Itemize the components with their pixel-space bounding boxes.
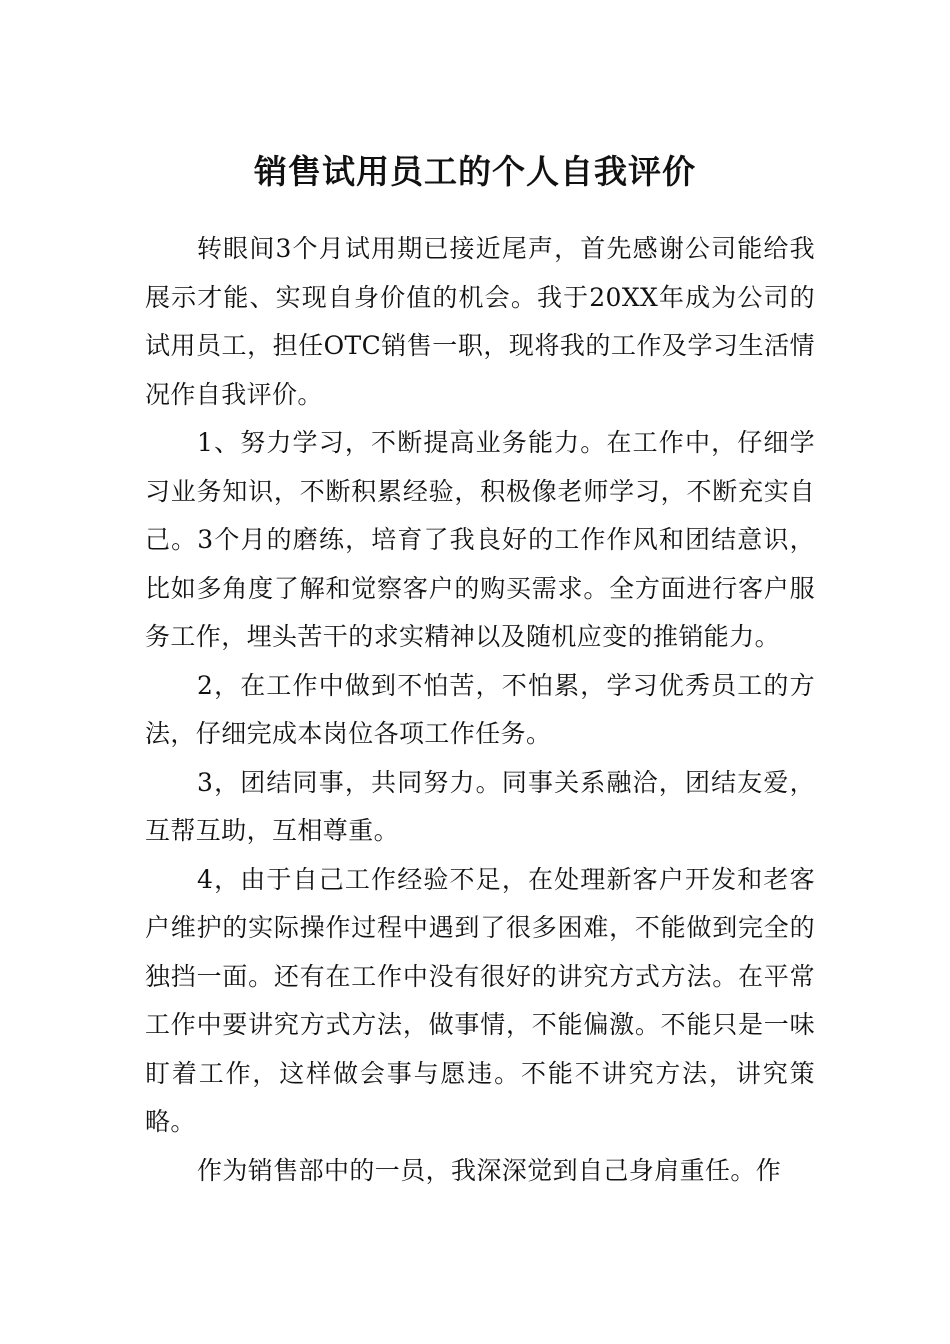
paragraph-intro: 转眼间3个月试用期已接近尾声，首先感谢公司能给我展示才能、实现自身价值的机会。我于20XX年成为公司的试用员工，担任OTC销售一职，现将我的工作及学习生活情况作自我评价。 — [145, 234, 815, 409]
document-body — [145, 225, 815, 1195]
paragraph-point-2: 2，在工作中做到不怕苦，不怕累，学习优秀员工的方法，仔细完成本岗位各项工作任务。 — [145, 670, 815, 748]
paragraph-closing: 作为销售部中的一员，我深深觉到自己身肩重任。作 — [197, 1155, 782, 1185]
document-title: 销售试用员工的个人自我评价 — [254, 152, 696, 192]
paragraph-point-3: 3，团结同事，共同努力。同事关系融洽，团结友爱，互帮互助，互相尊重。 — [145, 767, 815, 845]
paragraph-point-1: 1、努力学习，不断提高业务能力。在工作中，仔细学习业务知识，不断积累经验，积极像老师学习，不断充实自己。3个月的磨练，培育了我良好的工作作风和团结意识，比如多角度了解和觉察客户的购买需求。全方面进行客户服务工作，埋头苦干的求实精神以及随机应变的推销能力。 — [145, 428, 815, 651]
paragraph-point-4: 4，由于自己工作经验不足，在处理新客户开发和老客户维护的实际操作过程中遇到了很多困难，不能做到完全的独挡一面。还有在工作中没有很好的讲究方式方法。在平常工作中要讲究方式方法，做事情，不能偏激。不能只是一味盯着工作，这样做会事与愿违。不能不讲究方法，讲究策略。 — [145, 864, 815, 1136]
